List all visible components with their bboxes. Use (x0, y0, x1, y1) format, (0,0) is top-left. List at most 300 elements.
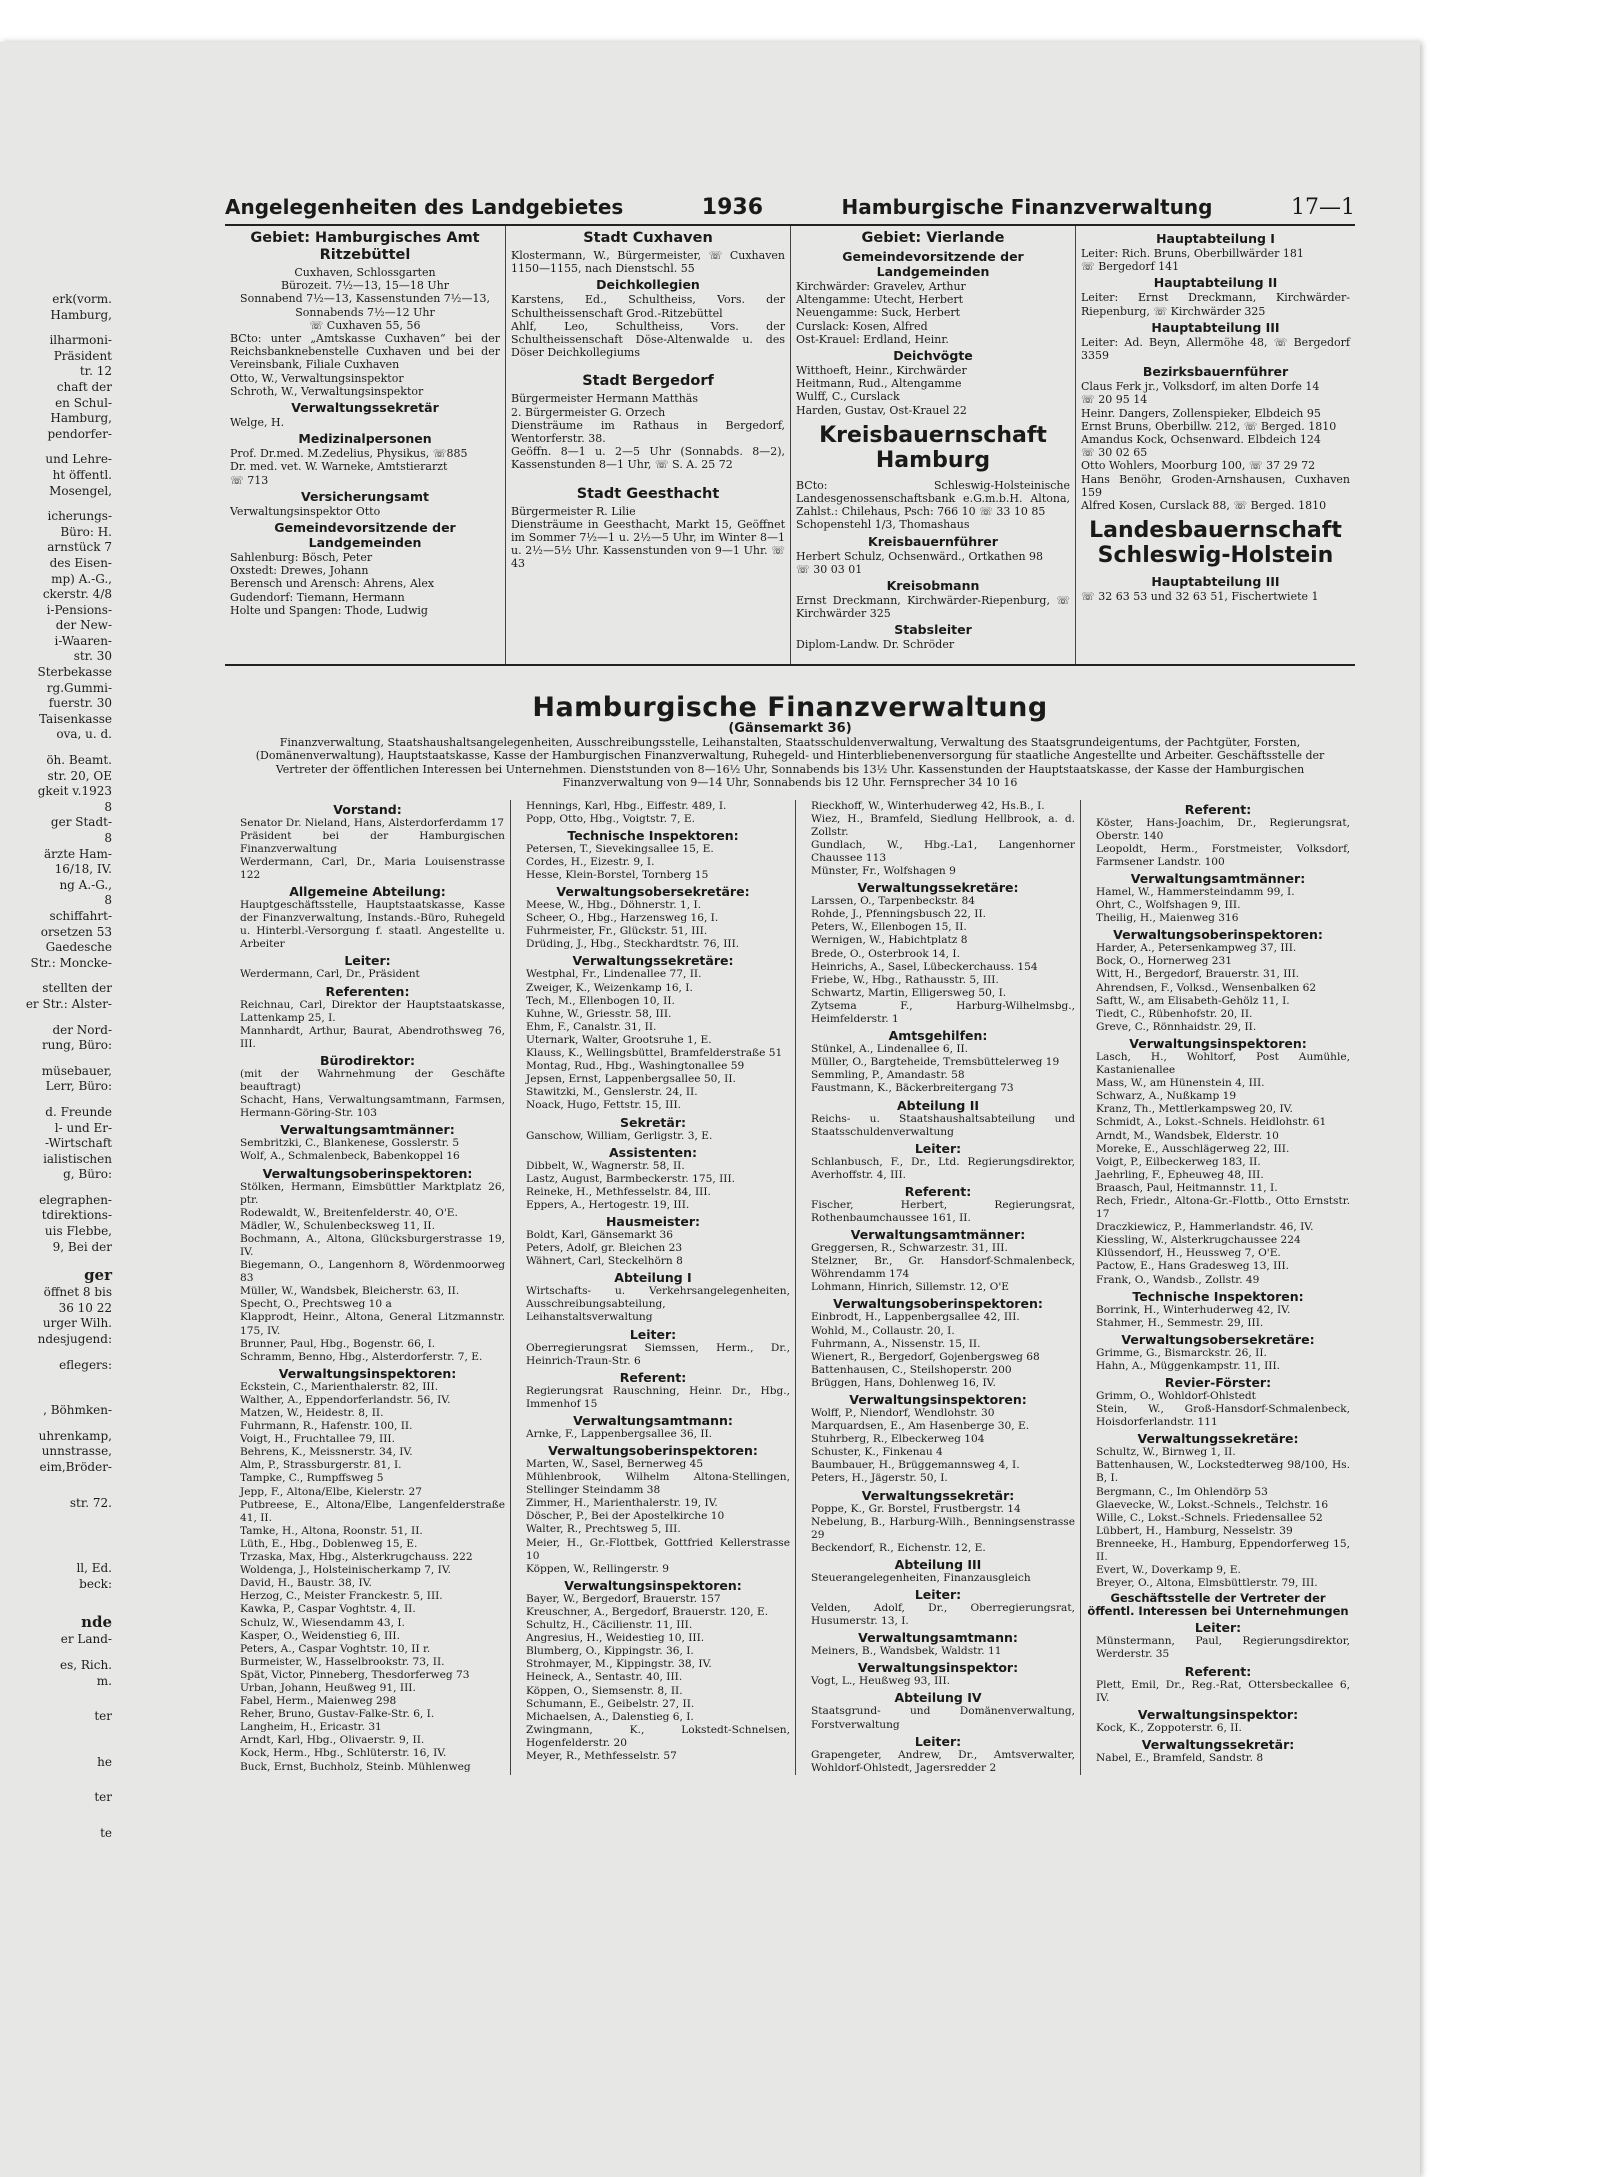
margin-line: ndesjugend: (37, 1332, 112, 1347)
directory-heading: Referent: (904, 1183, 972, 1199)
entry-line: Ahlf, Leo, Schultheiss, Vors. der Schultheissenschaft Döse-Altenwalde u. des Döser Deichkollegiums (511, 319, 785, 360)
block-heading: Kreisobmann (886, 578, 980, 594)
header-year: 1936 (701, 195, 764, 220)
margin-line: chaft der (56, 379, 112, 394)
directory-heading: Verwaltungsoberinspektoren: (833, 1296, 1043, 1312)
directory-entry: (mit der Wahrnehmung der Geschäfte beauftragt) (240, 1067, 505, 1094)
directory-entry: Meese, W., Hbg., Döhnerstr. 1, I. (526, 899, 702, 912)
margin-gap (0, 1393, 118, 1403)
margin-line: ckerstr. 4/8 (42, 587, 112, 602)
margin-gap (0, 1373, 118, 1383)
directory-entry: Hauptgeschäftsstelle, Hauptstaatskasse, Kasse der Finanzverwaltung, Instands.-Büro, Ruhegeld u. Hinterbl.-Versorgung f. staatl. Angestellte u. Arbeiter (240, 899, 505, 951)
margin-line: l- und Er- (54, 1120, 112, 1135)
margin-gap (0, 1521, 118, 1531)
block-title: Gebiet: Hamburgisches Amt Ritzebüttel (250, 230, 480, 263)
entry-line: Bürgermeister Hermann Matthäs (511, 392, 698, 406)
block-heading: Deichkollegien (596, 277, 700, 293)
margin-line: Büro: H. (60, 524, 112, 539)
directory-entry: Stahmer, H., Semmestr. 29, III. (1096, 1316, 1264, 1329)
directory-column-1 (225, 800, 510, 1775)
directory-entry: Noack, Hugo, Fettstr. 15, III. (526, 1099, 682, 1112)
directory-entry: Saftt, W., am Elisabeth-Gehölz 11, I. (1096, 994, 1290, 1007)
entry-line: Verwaltungsinspektor Otto (230, 504, 381, 518)
margin-gap (0, 1419, 118, 1429)
directory-entry: Spät, Victor, Pinneberg, Thesdorferweg 73 (240, 1668, 470, 1681)
intro-text: Finanzverwaltung, Staatshaushaltsangelegenheiten, Ausschreibungsstelle, Leihanstalten, Staatsschuldenverwaltung, Verwaltung des Staatsgrundeigentums, der Pachtgüter, Forsten, (Domänenverwaltung), Hauptstaatskasse, Kasse der Hamburgischen Finanzverwaltung, Ruhegeld- und Hinterbliebenenversorgung für staatliche Angestellte und Arbeiter. Geschäftsstelle der Vertreter der öffentlichen Interessen bei Unternehmen. (255, 736, 1325, 776)
directory-entry: Rodewaldt, W., Breitenfelderstr. 40, O'E. (240, 1206, 458, 1219)
column-ritzebuettel (225, 226, 505, 664)
directory-entry: Boldt, Karl, Gänsemarkt 36 (526, 1228, 673, 1241)
directory-heading: Allgemeine Abteilung: (289, 884, 446, 900)
margin-gap (0, 1592, 118, 1602)
entry-line: Klostermann, W., Bürgermeister, ☏ Cuxhaven 1150—1155, nach Dienstschl. 55 (511, 249, 785, 276)
margin-line: str. 72. (69, 1495, 112, 1510)
margin-line: -Wirtschaft (45, 1136, 112, 1151)
directory-column-4 (1080, 800, 1355, 1775)
directory-column-3 (795, 800, 1080, 1775)
directory-entry: Zimmer, H., Marienthalerstr. 19, IV. (526, 1497, 718, 1510)
directory-heading: Referent: (619, 1369, 687, 1385)
directory-entry: Specht, O., Prechtsweg 10 a (240, 1298, 392, 1311)
entry-line: Hans Benöhr, Groden-Arnshausen, Cuxhaven 159 (1081, 472, 1350, 499)
directory-entry: Fabel, Herm., Maienweg 298 (240, 1695, 397, 1708)
directory-entry: Grimm, O., Wohldorf-Ohlstedt (1096, 1390, 1256, 1402)
directory-entry: Kreuschner, A., Bergedorf, Brauerstr. 120, E. (526, 1605, 769, 1618)
directory-entry: Matzen, W., Heidestr. 8, II. (240, 1407, 384, 1419)
directory-heading: Geschäftsstelle der Vertreter der öffentl. Interessen bei Unternehmungen (1087, 1591, 1349, 1619)
directory-entry: Sembritzki, C., Blankenese, Gosslerstr. 5 (240, 1137, 460, 1150)
directory-entry: Walther, A., Eppendorferlandstr. 56, IV. (240, 1393, 451, 1406)
margin-line: ova, u. d. (56, 727, 112, 742)
directory-entry: Lübbert, H., Hamburg, Nesselstr. 39 (1096, 1524, 1293, 1537)
margin-line: ilharmoni- (49, 333, 112, 348)
entry-line: Sahlenburg: Bösch, Peter (230, 551, 373, 565)
directory-entry: Reichnau, Carl, Direktor der Hauptstaatskasse, Lattenkamp 25, I. (240, 998, 505, 1024)
block-heading: Medizinalpersonen (298, 431, 432, 447)
margin-line: Sterbekasse (37, 665, 112, 680)
directory-entry: Angresius, H., Weidestieg 10, III. (526, 1632, 705, 1645)
column-cities (505, 226, 790, 664)
directory-heading: Verwaltungsobersekretäre: (556, 884, 750, 900)
margin-line: des Eisen- (49, 555, 112, 570)
directory-entry: Köppen, W., Rellingerstr. 9 (526, 1562, 669, 1575)
directory-entry: Brede, O., Osterbrook 14, I. (811, 947, 960, 960)
directory-heading: Verwaltungsoberinspektoren: (262, 1165, 473, 1181)
entry-line: Herbert Schulz, Ochsenwärd., Ortkathen 98 (796, 549, 1044, 563)
margin-gap (0, 1511, 118, 1521)
directory-entry: Stein, W., Groß-Hansdorf-Schmalenbeck, Hoisdorferlandstr. 111 (1096, 1403, 1350, 1429)
directory-heading: Assistenten: (609, 1144, 697, 1160)
margin-gap (0, 1602, 118, 1612)
directory-heading: Technische Inspektoren: (1132, 1288, 1304, 1304)
directory-entry: Reichs- u. Staatshaushaltsabteilung und Staatsschuldenverwaltung (811, 1112, 1075, 1138)
margin-gap (0, 1745, 118, 1755)
directory-entry: Blumberg, O., Kippingstr. 36, I. (526, 1645, 694, 1658)
margin-line: 8 (104, 893, 112, 908)
entry-line: Diplom-Landw. Dr. Schröder (796, 638, 955, 652)
entry-line: Prof. Dr.med. M.Zedelius, Physikus, ☏885 (230, 447, 468, 461)
entry-line: Ost-Krauel: Erdland, Heinr. (796, 332, 949, 346)
directory-entry: Hamel, W., Hammersteindamm 99, I. (1096, 886, 1295, 898)
directory-entry: Michaelsen, A., Dalenstieg 6, I. (526, 1710, 694, 1723)
directory-heading: Hausmeister: (605, 1213, 701, 1229)
directory-entry: Oberregierungsrat Siemssen, Herm., Dr., Heinrich-Traun-Str. 6 (526, 1341, 790, 1367)
entry-line: Dr. med. vet. W. Warneke, Amtstierarzt (230, 460, 448, 474)
margin-line: mp) A.-G., (51, 571, 112, 586)
directory-entry: Friebe, W., Hbg., Rathausstr. 5, III. (811, 973, 999, 986)
entry-line: Bürozeit. 7½—13, 15—18 Uhr (280, 279, 450, 293)
directory-entry: Kuhne, W., Griesstr. 58, III. (526, 1007, 672, 1020)
directory-heading: Verwaltungsoberinspektoren: (548, 1443, 758, 1458)
directory-entry: Walter, R., Prechtsweg 5, III. (526, 1523, 681, 1536)
margin-line: der New- (55, 618, 112, 633)
block-title-large: Kreisbauernschaft Hamburg (819, 422, 1047, 473)
column-vierlande (790, 226, 1075, 664)
directory-entry: Nebelung, B., Harburg-Wilh., Benningsenstrasse 29 (811, 1515, 1075, 1541)
directory-entry: Tech, M., Ellenbogen 10, II. (526, 994, 675, 1007)
margin-line: öh. Beamt. (46, 753, 112, 768)
entry-line: Witthoeft, Heinr., Kirchwärder (796, 364, 967, 378)
margin-line: ger Stadt- (50, 815, 112, 830)
directory-entry: Brüggen, Hans, Dohlenweg 16, IV. (811, 1376, 996, 1389)
margin-line: 9, Bei der (52, 1239, 112, 1254)
entry-line: 2. Bürgermeister G. Orzech (511, 405, 666, 419)
directory-entry: Urban, Johann, Heußweg 91, III. (240, 1681, 416, 1694)
directory-entry: Peters, W., Ellenbogen 15, II. (811, 921, 967, 934)
directory-entry: Kawka, P., Caspar Voghtstr. 4, II. (240, 1603, 416, 1616)
entry-line: ☏ Cuxhaven 55, 56 (309, 318, 421, 332)
entry-line: ☏ 30 03 01 (796, 562, 863, 576)
directory-entry: Münster, Fr., Wolfshagen 9 (811, 865, 956, 878)
directory-heading: Verwaltungssekretäre: (1137, 1431, 1299, 1447)
directory-entry: Nabel, E., Bramfeld, Sandstr. 8 (1096, 1751, 1264, 1764)
margin-line: tdirektions- (41, 1208, 112, 1223)
directory-heading: Amtsgehilfen: (888, 1028, 988, 1044)
margin-gap (0, 442, 118, 452)
left-page-margin-text (0, 292, 118, 1992)
directory-heading: Verwaltungsinspektoren: (1129, 1035, 1307, 1051)
margin-line: stellten der (42, 981, 112, 996)
directory-entry: Witt, H., Bergedorf, Brauerstr. 31, III. (1096, 968, 1300, 981)
directory-entry: Pactow, E., Hans Gradesweg 13, III. (1096, 1260, 1290, 1273)
margin-line: elegraphen- (39, 1192, 112, 1207)
section-subtitle: (Gänsemarkt 36) (728, 721, 852, 736)
margin-line: 36 10 22 (58, 1300, 112, 1315)
margin-line: er Land- (60, 1632, 112, 1647)
directory-entry: Köppen, O., Siemsenstr. 8, II. (526, 1684, 683, 1697)
directory-entry: Zweiger, K., Weizenkamp 16, I. (526, 981, 693, 994)
margin-line: en Schul- (55, 395, 112, 410)
directory-entry: Schramm, Benno, Hbg., Alsterdorferstr. 7, E. (240, 1350, 483, 1363)
block-title: Stadt Bergedorf (582, 373, 714, 390)
directory-entry: Zytsema F., Harburg-Wilhelmsbg., Heimfelderstr. 1 (811, 999, 1075, 1026)
directory-entry: Meier, H., Gr.-Flottbek, Gottfried Kellerstrasse 10 (526, 1536, 790, 1562)
margin-line: nde (81, 1613, 112, 1632)
margin-gap (0, 1780, 118, 1790)
directory-heading: Technische Inspektoren: (567, 827, 739, 843)
margin-line: der Nord- (52, 1022, 112, 1037)
margin-gap (0, 743, 118, 753)
directory-entry: Müller, W., Wandsbek, Bleicherstr. 63, II. (240, 1285, 460, 1298)
directory-entry: Ohrt, C., Wolfshagen 9, III. (1096, 899, 1241, 912)
margin-line: 8 (104, 799, 112, 814)
entry-line: ☏ 20 95 14 (1081, 393, 1148, 407)
margin-line: orsetzen 53 (40, 924, 112, 939)
directory-heading: Verwaltungsinspektoren: (849, 1392, 1027, 1407)
directory-heading: Verwaltungsamtmänner: (850, 1227, 1026, 1243)
margin-line: te (100, 1825, 112, 1840)
margin-line: g, Büro: (63, 1167, 112, 1182)
margin-line: es, Rich. (59, 1657, 112, 1672)
margin-gap (0, 1806, 118, 1816)
directory-entry: Staatsgrund- und Domänenverwaltung, Forstverwaltung (811, 1705, 1075, 1731)
margin-line: str. 30 (73, 649, 112, 664)
margin-line: ter (94, 1709, 112, 1724)
margin-line: str. 20, OE (47, 768, 112, 783)
directory-entry: Gundlach, W., Hbg.-La1, Langenhorner Chaussee 113 (811, 838, 1075, 864)
directory-entry: Westphal, Fr., Lindenallee 77, II. (526, 968, 702, 981)
entry-line: Alfred Kosen, Curslack 88, ☏ Berged. 1810 (1081, 499, 1327, 513)
margin-line: müsebauer, (41, 1063, 112, 1078)
directory-entry: Borrink, H., Winterhuderweg 42, IV. (1096, 1303, 1291, 1316)
entry-line: BCto: Schleswig-Holsteinische Landesgenossenschaftsbank e.G.m.b.H. Altona, Zahlst.: Chilehaus, Psch: 766 10 ☏ 33 10 85 (796, 478, 1070, 519)
directory-entry: Kranz, Th., Mettlerkampsweg 20, IV. (1096, 1103, 1293, 1116)
directory-entry: Lohmann, Hinrich, Sillemstr. 12, O'E (811, 1281, 1009, 1294)
margin-line: uhrenkamp, (38, 1428, 112, 1443)
directory-heading: Bürodirektor: (319, 1052, 416, 1068)
directory-entry: Theilig, H., Maienweg 316 (1096, 912, 1239, 925)
entry-line: Leiter: Ad. Beyn, Allermöhe 48, ☏ Bergedorf 3359 (1081, 335, 1350, 363)
directory-entry: Klüssendorf, H., Heussweg 7, O'E. (1096, 1247, 1281, 1260)
entry-line: ☏ 32 63 53 und 32 63 51, Fischertwiete 1 (1081, 590, 1319, 604)
directory-entry: Draczkiewicz, P., Hammerlandstr. 46, IV. (1096, 1221, 1314, 1234)
directory-heading: Referent: (1184, 801, 1252, 817)
directory-entry: Bergmann, C., Im Ohlendörp 53 (1096, 1485, 1268, 1498)
directory-heading: Verwaltungsinspektor: (857, 1660, 1019, 1676)
landgebiet-section (225, 226, 1355, 666)
directory-heading: Verwaltungsamtmänner: (1130, 871, 1306, 886)
directory-entry: Arndt, Karl, Hbg., Olivaerstr. 9, II. (240, 1734, 425, 1747)
entry-line: Wulff, C., Curslack (796, 390, 900, 404)
entry-line: Heitmann, Rud., Altengamme (796, 377, 962, 391)
block-heading: Kreisbauernführer (868, 533, 998, 549)
directory-entry: Velden, Adolf, Dr., Oberregierungsrat, Husumerstr. 13, I. (811, 1602, 1075, 1628)
margin-line: i-Waaren- (54, 633, 112, 648)
directory-heading: Leiter: (914, 1140, 962, 1156)
directory-entry: Battenhausen, C., Steilshoperstr. 200 (811, 1363, 1012, 1376)
margin-line: d. Freunde (45, 1104, 112, 1119)
directory-entry: Klapprodt, Heinr., Altona, General Litzmannstr. 175, IV. (240, 1311, 505, 1337)
directory-heading: Referenten: (325, 983, 410, 999)
margin-line: tr. 12 (79, 364, 112, 379)
entry-line: Claus Ferk jr., Volksdorf, im alten Dorfe 14 (1081, 380, 1320, 394)
directory-entry: Zwingmann, K., Lokstedt-Schnelsen, Hogenfelderstr. 20 (526, 1723, 790, 1749)
entry-line: ☏ Bergedorf 141 (1081, 260, 1180, 274)
staff-directory (225, 800, 1355, 1775)
block-title: Stadt Cuxhaven (583, 230, 713, 246)
entry-line: Neuengamme: Suck, Herbert (796, 306, 961, 320)
margin-gap (0, 1531, 118, 1541)
directory-entry: Burmeister, W., Hasselbrookstr. 73, II. (240, 1655, 445, 1668)
hours-text: Dienststunden von 8—16½ Uhr, Sonnabends bis 13½ Uhr. Kassenstunden der Hauptstaatskasse, der Kasse der Hamburgischen Finanzverwaltung von 9—14 Uhr, Sonnabends bis 12 Uhr. Fernsprecher 34 10 16 (562, 762, 1305, 790)
margin-line: ll, Ed. (76, 1561, 112, 1576)
directory-entry: Uternark, Walter, Grootsruhe 1, E. (526, 1033, 712, 1046)
entry-line: Welge, H. (230, 416, 285, 430)
margin-line: ng A.-G., (59, 877, 112, 892)
block-heading: Hauptabteilung III (1151, 319, 1280, 335)
margin-gap (0, 1689, 118, 1699)
directory-entry: Brenneeke, H., Hamburg, Eppendorferweg 15, II. (1096, 1537, 1350, 1564)
entry-line: Schopenstehl 1/3, Thomashaus (796, 518, 970, 532)
directory-heading: Verwaltungsamtmann: (573, 1412, 733, 1428)
directory-entry: Präsident bei der Hamburgischen Finanzverwaltung (240, 829, 505, 855)
directory-entry: Glaevecke, W., Lokst.-Schnels., Telchstr. 16 (1096, 1498, 1329, 1511)
directory-entry: David, H., Baustr. 38, IV. (240, 1577, 372, 1590)
directory-entry: Schlanbusch, F., Dr., Ltd. Regierungsdirektor, Averhoffstr. 4, III. (811, 1155, 1075, 1181)
entry-line: Ernst Dreckmann, Kirchwärder-Riepenburg, ☏ Kirchwärder 325 (796, 594, 1070, 621)
entry-line: Bürgermeister R. Lilie (511, 504, 636, 518)
margin-line: Hamburg, (50, 307, 112, 322)
margin-line: he (97, 1754, 112, 1769)
directory-column-2 (510, 800, 795, 1775)
directory-heading: Leiter: (629, 1326, 677, 1342)
margin-gap (0, 323, 118, 333)
directory-entry: Meiners, B., Wandsbek, Waldstr. 11 (811, 1645, 1002, 1658)
margin-line: ger (84, 1266, 112, 1285)
directory-entry: Langheim, H., Ericastr. 31 (240, 1721, 382, 1734)
directory-heading: Leiter: (1194, 1620, 1242, 1636)
directory-entry: Wille, C., Lokst.-Schnels. Friedensallee 52 (1096, 1511, 1323, 1524)
directory-entry: Münstermann, Paul, Regierungsdirektor, Werderstr. 35 (1096, 1635, 1350, 1661)
directory-entry: Schumann, E., Geibelstr. 27, II. (526, 1697, 695, 1710)
directory-entry: Wiez, H., Bramfeld, Siedlung Hellbrook, a. d. Zollstr. (811, 812, 1075, 838)
margin-line: uis Flebbe, (44, 1224, 112, 1239)
directory-entry: Müller, O., Bargteheide, Tremsbüttelerweg 19 (811, 1056, 1060, 1069)
block-title-large: Landesbauernschaft Schleswig-Holstein (1089, 518, 1342, 569)
directory-entry: Köster, Hans-Joachim, Dr., Regierungsrat, Oberstr. 140 (1096, 816, 1350, 842)
directory-entry: Plett, Emil, Dr., Reg.-Rat, Ottersbeckallee 6, IV. (1096, 1678, 1350, 1704)
entry-line: Curslack: Kosen, Alfred (796, 319, 928, 333)
directory-entry: Larssen, O., Tarpenbeckstr. 84 (811, 895, 975, 908)
directory-entry: Hahn, A., Müggenkampstr. 11, III. (1096, 1359, 1281, 1372)
margin-gap (0, 1699, 118, 1709)
margin-line: urger Wilh. (42, 1316, 112, 1331)
directory-entry: Harder, A., Petersenkampweg 37, III. (1096, 942, 1297, 955)
margin-gap (0, 1648, 118, 1658)
margin-gap (0, 1486, 118, 1496)
entry-line: Cuxhaven, Schlossgarten (294, 266, 436, 279)
directory-entry: Dibbelt, W., Wagnerstr. 58, II. (526, 1159, 685, 1172)
directory-entry: Schulz, W., Wiesendamm 43, I. (240, 1616, 405, 1629)
directory-entry: Kasper, O., Weidenstieg 6, III. (240, 1629, 400, 1642)
directory-entry: Battenhausen, W., Lockstedterweg 98/100, Hs. B, I. (1096, 1459, 1350, 1485)
margin-line: fuerstr. 30 (48, 696, 112, 711)
directory-entry: Tiedt, C., Rübenhofstr. 20, II. (1096, 1007, 1253, 1020)
directory-entry: Stawitzki, M., Genslerstr. 24, II. (526, 1086, 698, 1099)
directory-entry: Kock, Herm., Hbg., Schlüterstr. 16, IV. (240, 1747, 447, 1760)
directory-entry: Schmidt, A., Lokst.-Schnels. Heidlohstr. 61 (1096, 1116, 1327, 1129)
directory-heading: Verwaltungssekretäre: (572, 953, 734, 969)
directory-heading: Verwaltungsamtmänner: (280, 1122, 455, 1138)
entry-line: ☏ 713 (230, 473, 269, 487)
directory-entry: Moreke, E., Ausschlägerweg 22, III. (1096, 1142, 1290, 1155)
block-heading: Bezirksbauernführer (1142, 364, 1289, 380)
directory-entry: Breyer, O., Altona, Elmsbüttlerstr. 79, III. (1096, 1577, 1318, 1590)
directory-entry: Buck, Ernst, Buchholz, Steinb. Mühlenweg (240, 1760, 471, 1773)
margin-gap (0, 1054, 118, 1064)
margin-gap (0, 1183, 118, 1193)
directory-entry: Jaehrling, F., Epheuweg 48, III. (1096, 1168, 1264, 1181)
directory-entry: Vogt, L., Heußweg 93, III. (811, 1675, 950, 1688)
directory-entry: Mühlenbrook, Wilhelm Altona-Stellingen, Stellinger Steindamm 38 (526, 1471, 790, 1497)
directory-entry: Jepp, F., Altona/Elbe, Kielerstr. 27 (240, 1485, 423, 1498)
entry-line: Altengamme: Utecht, Herbert (796, 293, 964, 307)
directory-entry: Braasch, Paul, Heitmannstr. 11, I. (1096, 1181, 1278, 1194)
directory-entry: Meyer, R., Methfesselstr. 57 (526, 1749, 677, 1762)
margin-gap (0, 1770, 118, 1780)
directory-entry: Trzaska, Max, Hbg., Alsterkrugchauss. 222 (240, 1551, 473, 1564)
margin-line: ärzte Ham- (43, 846, 112, 861)
margin-line: ter (94, 1790, 112, 1805)
directory-entry: Kock, K., Zoppoterstr. 6, II. (1096, 1721, 1242, 1734)
margin-line: eflegers: (59, 1357, 112, 1372)
directory-entry: Scheer, O., Hbg., Harzensweg 16, I. (526, 912, 719, 925)
directory-entry: Marquardsen, E., Am Hasenberge 30, E. (811, 1420, 1030, 1433)
entry-line: Amandus Kock, Ochsenward. Elbdeich 124 (1081, 433, 1321, 447)
margin-line: ialistischen (43, 1151, 112, 1166)
margin-gap (0, 1476, 118, 1486)
directory-entry: Semmling, P., Amandastr. 58 (811, 1069, 965, 1082)
page-number: 17—1 (1290, 195, 1355, 220)
margin-line: er Str.: Alster- (25, 996, 112, 1011)
directory-entry: Petersen, T., Sievekingsallee 15, E. (526, 842, 714, 855)
margin-line: Präsident (53, 348, 112, 363)
margin-line: 8 (104, 831, 112, 845)
directory-entry: Ahrendsen, F., Volksd., Wensenbalken 62 (1096, 981, 1317, 994)
block-heading: Gemeindevorsitzende der Landgemeinden (842, 249, 1024, 279)
margin-line: erk(vorm. (52, 292, 112, 306)
entry-line: Berensch und Arensch: Ahrens, Alex (230, 577, 435, 591)
directory-entry: Wolff, P., Niendorf, Wendlohstr. 30 (811, 1407, 995, 1419)
directory-entry: Fuhrmann, A., Nissenstr. 15, II. (811, 1337, 981, 1350)
directory-entry: Fuhrmann, R., Hafenstr. 100, II. (240, 1420, 413, 1433)
directory-entry: Arndt, M., Wandsbek, Elderstr. 10 (1096, 1129, 1279, 1142)
entry-line: Oxstedt: Drewes, Johann (230, 564, 369, 578)
margin-line: arnstück 7 (47, 540, 112, 555)
margin-gap (0, 1725, 118, 1735)
block-title: Stadt Geesthacht (576, 485, 720, 502)
entry-line: Heinr. Dangers, Zollenspieker, Elbdeich 95 (1081, 406, 1321, 420)
directory-entry: Schwartz, Martin, Elligersweg 50, I. (811, 986, 1007, 999)
directory-heading: Verwaltungsinspektoren: (564, 1577, 742, 1593)
directory-entry: Biegemann, O., Langenhorn 8, Wördenmoorweg 83 (240, 1259, 505, 1285)
entry-line: Holte und Spangen: Thode, Ludwig (230, 603, 428, 617)
directory-heading: Verwaltungsoberinspektoren: (1113, 927, 1323, 943)
directory-entry: Baumbauer, H., Brüggemannsweg 4, I. (811, 1459, 1020, 1472)
directory-heading: Verwaltungsinspektoren: (278, 1365, 457, 1381)
directory-entry: Greve, C., Rönnhaidstr. 29, II. (1096, 1020, 1257, 1033)
section-intro (225, 736, 1355, 790)
directory-entry: Wienert, R., Bergedorf, Gojenbergsweg 68 (811, 1350, 1040, 1363)
entry-line: Otto Wohlers, Moorburg 100, ☏ 37 29 72 (1081, 459, 1316, 473)
entry-line: Harden, Gustav, Ost-Krauel 22 (796, 403, 967, 417)
margin-line: unnstrasse, (41, 1444, 112, 1459)
block-heading: Deichvögte (893, 348, 973, 364)
margin-line: ht öffentl. (52, 467, 112, 482)
directory-entry: Eppers, A., Hertogestr. 19, III. (526, 1198, 690, 1211)
margin-gap (0, 971, 118, 981)
margin-line: beck: (79, 1576, 112, 1591)
